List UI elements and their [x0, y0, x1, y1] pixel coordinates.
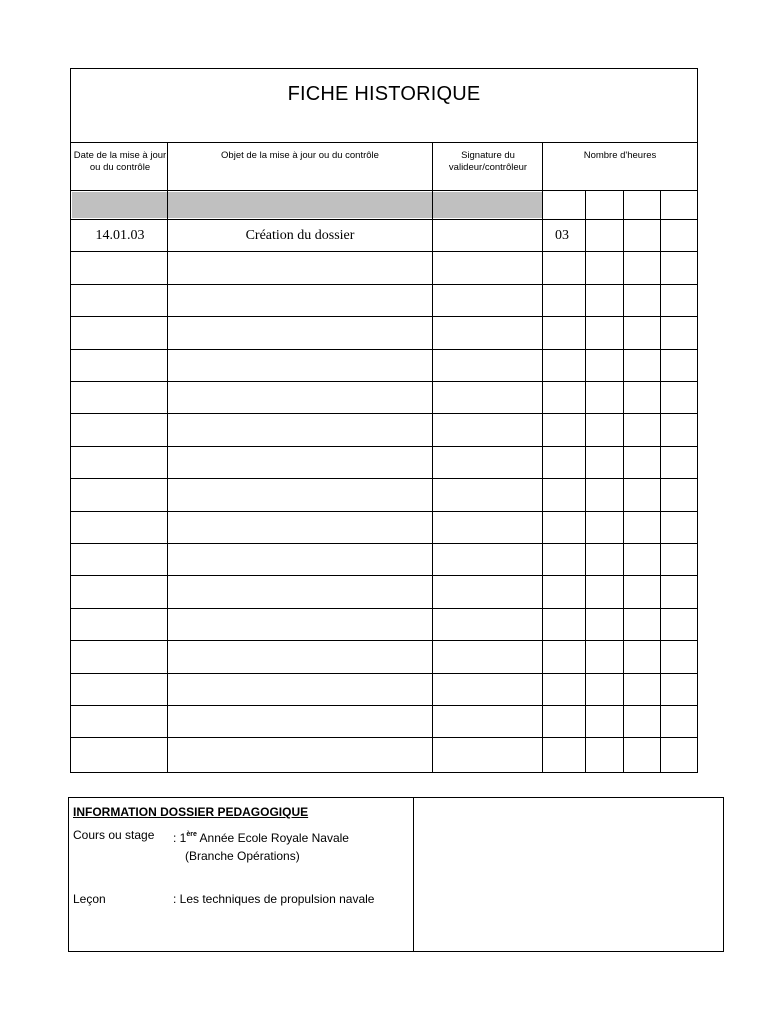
grid-hline — [71, 673, 697, 674]
grid-vline — [542, 142, 543, 772]
grid-vline — [167, 142, 168, 772]
course-value — [173, 828, 349, 845]
grid-hline — [71, 705, 697, 706]
grid-hline — [71, 190, 697, 191]
grid-vline-hours — [660, 190, 661, 772]
grid-hline — [71, 737, 697, 738]
grid-hline — [71, 316, 697, 317]
header-date: Date de la mise à jour ou du contrôle — [73, 150, 167, 173]
grid-hline — [71, 284, 697, 285]
history-sheet-table — [70, 68, 698, 773]
shaded-cell-object — [168, 192, 432, 218]
course-value-line2: (Branche Opérations) — [185, 849, 300, 863]
grid-hline — [71, 413, 697, 414]
grid-hline — [71, 446, 697, 447]
course-value-superscript: ère — [186, 831, 197, 838]
course-value-rest: Année Ecole Royale Navale — [196, 831, 349, 845]
course-value-prefix: : 1 — [173, 831, 187, 845]
grid-hline — [71, 142, 697, 143]
sheet-title: FICHE HISTORIQUE — [287, 83, 481, 105]
info-divider — [413, 798, 414, 951]
course-label: Cours ou stage — [73, 828, 155, 842]
info-panel — [68, 797, 724, 952]
grid-vline-hours — [585, 190, 586, 772]
row-1-hours: 03 — [555, 228, 569, 243]
grid-vline-hours — [623, 190, 624, 772]
row-1-date: 14.01.03 — [95, 228, 145, 243]
grid-hline — [71, 251, 697, 252]
lesson-label: Leçon — [73, 892, 106, 906]
grid-hline — [71, 478, 697, 479]
grid-hline — [71, 640, 697, 641]
info-title: INFORMATION DOSSIER PEDAGOGIQUE — [73, 805, 309, 819]
grid-hline — [71, 381, 697, 382]
lesson-value: : Les techniques de propulsion navale — [173, 892, 375, 906]
grid-hline — [71, 349, 697, 350]
grid-vline — [432, 142, 433, 772]
header-signature: Signature du valideur/contrôleur — [448, 150, 528, 173]
grid-hline — [71, 219, 697, 220]
header-object: Objet de la mise à jour ou du contrôle — [221, 150, 379, 161]
grid-hline — [71, 575, 697, 576]
grid-hline — [71, 511, 697, 512]
header-hours: Nombre d'heures — [583, 150, 657, 161]
shaded-cell-date — [72, 192, 167, 218]
row-1-object: Création du dossier — [245, 228, 355, 243]
grid-hline — [71, 608, 697, 609]
shaded-cell-signature — [433, 192, 542, 218]
grid-hline — [71, 543, 697, 544]
